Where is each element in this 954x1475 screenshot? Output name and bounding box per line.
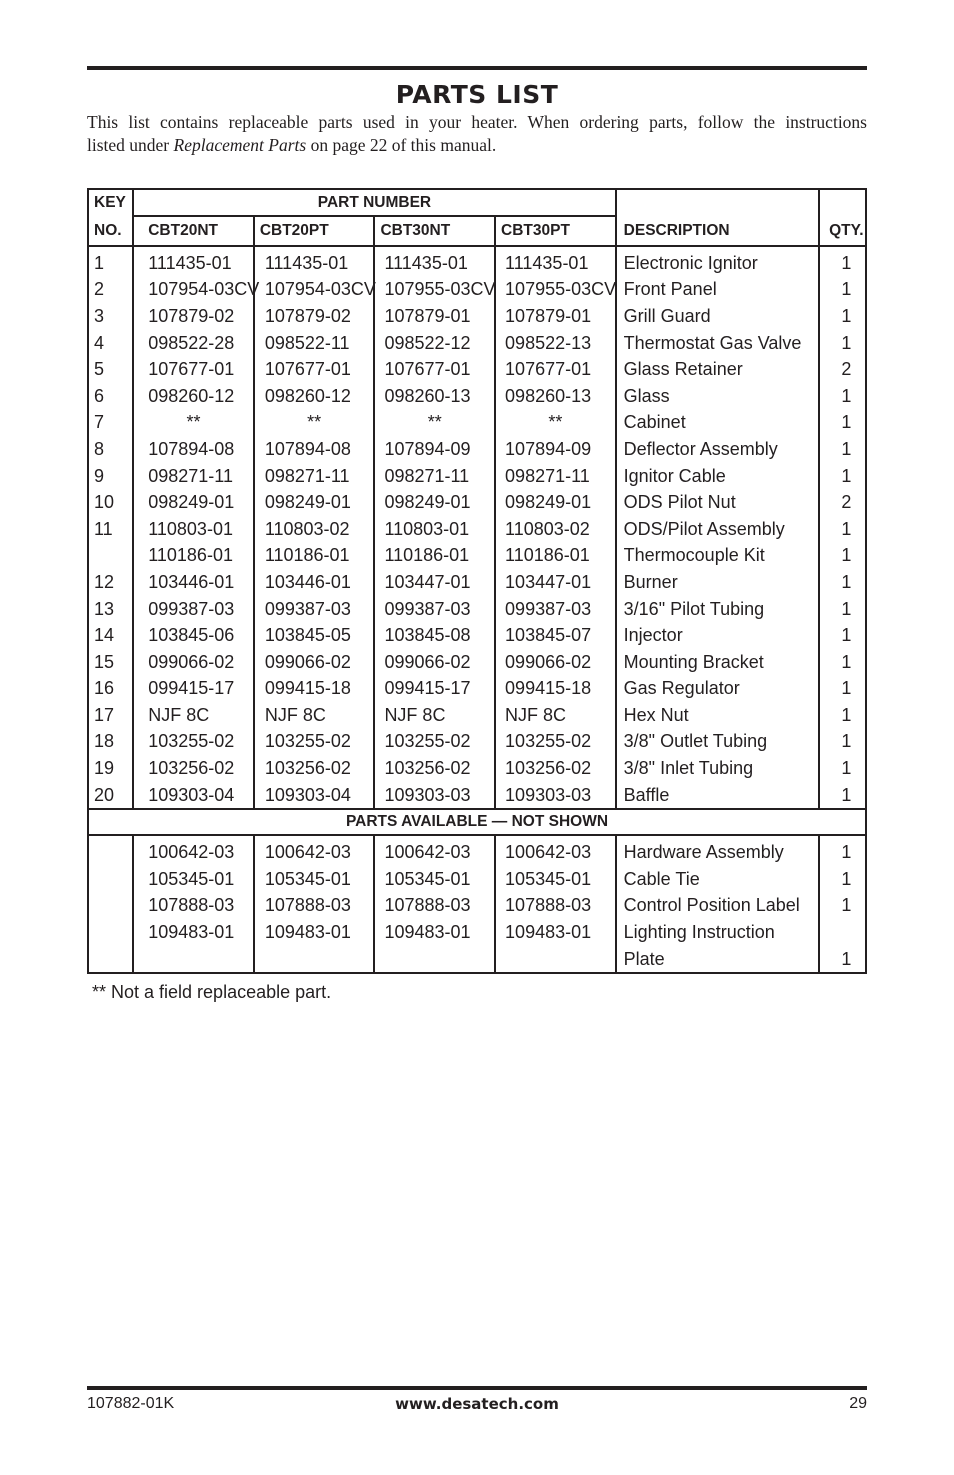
qty-cell: 1: [819, 946, 866, 974]
description-cell: Front Panel: [616, 277, 819, 304]
key-cell: 4: [88, 330, 133, 357]
part-number-cell: 109303-04: [133, 782, 254, 810]
part-number-cell: 103845-05: [254, 622, 375, 649]
description-cell: Hardware Assembly: [616, 835, 819, 866]
intro-text: listed under: [87, 135, 174, 155]
part-number-cell: 099387-03: [254, 596, 375, 623]
part-number-cell: 103256-02: [133, 755, 254, 782]
part-number-cell: 098260-13: [374, 383, 495, 410]
part-number-cell: 098522-13: [495, 330, 616, 357]
description-cell: ODS Pilot Nut: [616, 489, 819, 516]
replacement-parts-reference: Replacement Parts: [173, 135, 307, 155]
part-number-cell: 107894-08: [133, 436, 254, 463]
description-cell: Gas Regulator: [616, 676, 819, 703]
description-cell: 3/8" Outlet Tubing: [616, 729, 819, 756]
qty-cell: 1: [819, 277, 866, 304]
part-number-header: PART NUMBER: [133, 189, 615, 216]
part-number-cell: 098522-28: [133, 330, 254, 357]
key-cell: [88, 866, 133, 893]
qty-cell: 1: [819, 755, 866, 782]
part-number-cell: 099415-17: [374, 676, 495, 703]
part-number-cell: 098260-12: [254, 383, 375, 410]
intro-line-2: [87, 134, 867, 157]
part-number-cell: 107894-09: [374, 436, 495, 463]
part-number-cell: 103446-01: [133, 569, 254, 596]
part-number-cell: 107954-03CV: [254, 277, 375, 304]
part-number-cell: 099415-18: [254, 676, 375, 703]
table-row: [88, 702, 866, 729]
qty-cell: 1: [819, 866, 866, 893]
not-shown-header: PARTS AVAILABLE — NOT SHOWN: [88, 809, 866, 835]
key-cell: 19: [88, 755, 133, 782]
table-row: [88, 277, 866, 304]
part-number-cell: 110186-01: [374, 543, 495, 570]
table-row: [88, 303, 866, 330]
part-number-cell: [495, 946, 616, 974]
description-cell: Burner: [616, 569, 819, 596]
description-cell: Glass: [616, 383, 819, 410]
part-number-cell: NJF 8C: [133, 702, 254, 729]
qty-cell: 1: [819, 782, 866, 810]
part-number-cell: 100642-03: [495, 835, 616, 866]
document-number: 107882-01K: [87, 1395, 175, 1412]
qty-cell: 1: [819, 516, 866, 543]
part-number-cell: 109483-01: [254, 919, 375, 946]
part-number-cell: 100642-03: [133, 835, 254, 866]
part-number-cell: 107888-03: [254, 893, 375, 920]
model-header-cbt20nt: CBT20NT: [133, 216, 254, 246]
part-number-cell: 105345-01: [495, 866, 616, 893]
part-number-cell: 098271-11: [133, 463, 254, 490]
key-cell: 16: [88, 676, 133, 703]
key-cell: 20: [88, 782, 133, 810]
part-number-cell: 110186-01: [133, 543, 254, 570]
key-cell: 12: [88, 569, 133, 596]
part-number-cell: 098249-01: [374, 489, 495, 516]
intro-text: on page 22 of this manual.: [306, 135, 497, 155]
part-number-cell: 103845-06: [133, 622, 254, 649]
part-number-cell: 107677-01: [254, 356, 375, 383]
key-cell: [88, 893, 133, 920]
key-cell: 10: [88, 489, 133, 516]
part-number-cell: 107954-03CV: [133, 277, 254, 304]
table-row: [88, 543, 866, 570]
qty-cell: 1: [819, 383, 866, 410]
part-number-cell: 105345-01: [133, 866, 254, 893]
description-cell: Electronic Ignitor: [616, 246, 819, 277]
part-number-cell: 111435-01: [133, 246, 254, 277]
key-cell: 18: [88, 729, 133, 756]
part-number-cell: 109303-03: [374, 782, 495, 810]
qty-cell: 1: [819, 543, 866, 570]
part-number-cell: 099415-18: [495, 676, 616, 703]
part-number-cell: [254, 946, 375, 974]
qty-cell: 1: [819, 893, 866, 920]
part-number-cell: 107888-03: [495, 893, 616, 920]
part-number-cell: 100642-03: [254, 835, 375, 866]
table-row: [88, 649, 866, 676]
part-number-cell: 110803-02: [495, 516, 616, 543]
table-row: [88, 436, 866, 463]
part-number-cell: [133, 946, 254, 974]
part-number-cell: 098249-01: [133, 489, 254, 516]
key-no-header: NO.: [88, 216, 133, 246]
description-cell: Mounting Bracket: [616, 649, 819, 676]
key-cell: 5: [88, 356, 133, 383]
part-number-cell: 107677-01: [133, 356, 254, 383]
part-number-cell: 109483-01: [374, 919, 495, 946]
part-number-cell: 099387-03: [374, 596, 495, 623]
part-number-cell: 109483-01: [133, 919, 254, 946]
table-row: [88, 835, 866, 866]
qty-cell: 1: [819, 303, 866, 330]
qty-cell: 2: [819, 489, 866, 516]
part-number-cell: 099066-02: [495, 649, 616, 676]
part-number-cell: 098260-12: [133, 383, 254, 410]
table-row: [88, 755, 866, 782]
part-number-cell: 103447-01: [495, 569, 616, 596]
key-cell: 1: [88, 246, 133, 277]
qty-cell: 1: [819, 569, 866, 596]
key-cell: 9: [88, 463, 133, 490]
part-number-cell: 103255-02: [495, 729, 616, 756]
description-cell: Cable Tie: [616, 866, 819, 893]
part-number-cell: 103255-02: [133, 729, 254, 756]
part-number-cell: 103447-01: [374, 569, 495, 596]
part-number-cell: **: [254, 410, 375, 437]
table-row: [88, 246, 866, 277]
part-number-cell: **: [374, 410, 495, 437]
key-cell: 17: [88, 702, 133, 729]
key-cell: [88, 919, 133, 946]
part-number-cell: NJF 8C: [254, 702, 375, 729]
qty-cell: 1: [819, 649, 866, 676]
part-number-cell: 107888-03: [374, 893, 495, 920]
part-number-cell: 103255-02: [254, 729, 375, 756]
part-number-cell: 098522-12: [374, 330, 495, 357]
intro-line-1: This list contains replaceable parts used in your heater. When ordering parts, follow the instructions: [87, 112, 867, 132]
description-cell: Lighting Instruction: [616, 919, 819, 946]
key-header: KEY: [88, 189, 133, 216]
qty-cell: [819, 919, 866, 946]
description-cell: 3/8" Inlet Tubing: [616, 755, 819, 782]
part-number-cell: 111435-01: [254, 246, 375, 277]
key-cell: 14: [88, 622, 133, 649]
part-number-cell: 111435-01: [374, 246, 495, 277]
part-number-cell: [374, 946, 495, 974]
part-number-cell: 107879-01: [374, 303, 495, 330]
qty-header: QTY.: [819, 216, 866, 246]
part-number-cell: 107879-02: [254, 303, 375, 330]
qty-cell: 1: [819, 436, 866, 463]
description-cell: Thermocouple Kit: [616, 543, 819, 570]
table-row: [88, 782, 866, 810]
description-cell: Thermostat Gas Valve: [616, 330, 819, 357]
qty-cell: 2: [819, 356, 866, 383]
page-number: 29: [849, 1395, 867, 1412]
part-number-cell: 107955-03CV: [374, 277, 495, 304]
part-number-cell: 103256-02: [254, 755, 375, 782]
part-number-cell: 103256-02: [374, 755, 495, 782]
bottom-rule: [87, 1386, 867, 1390]
part-number-cell: 099066-02: [374, 649, 495, 676]
part-number-cell: 109483-01: [495, 919, 616, 946]
part-number-cell: 107888-03: [133, 893, 254, 920]
part-number-cell: 099387-03: [133, 596, 254, 623]
part-number-cell: 098260-13: [495, 383, 616, 410]
description-cell: Glass Retainer: [616, 356, 819, 383]
part-number-cell: 105345-01: [254, 866, 375, 893]
part-number-cell: 103845-07: [495, 622, 616, 649]
key-cell: [88, 835, 133, 866]
part-number-cell: 107894-09: [495, 436, 616, 463]
part-number-cell: 098249-01: [495, 489, 616, 516]
part-number-cell: 110186-01: [254, 543, 375, 570]
description-cell: Ignitor Cable: [616, 463, 819, 490]
part-number-cell: 099387-03: [495, 596, 616, 623]
qty-cell: 1: [819, 330, 866, 357]
key-cell: 8: [88, 436, 133, 463]
top-rule: [87, 66, 867, 70]
part-number-cell: 109303-03: [495, 782, 616, 810]
part-number-cell: 110186-01: [495, 543, 616, 570]
key-cell: 2: [88, 277, 133, 304]
footnote: ** Not a field replaceable part.: [92, 982, 332, 1002]
part-number-cell: 107677-01: [374, 356, 495, 383]
parts-table: [87, 188, 867, 974]
part-number-cell: 098271-11: [495, 463, 616, 490]
qty-cell: 1: [819, 246, 866, 277]
page-title: PARTS LIST: [395, 80, 559, 109]
part-number-cell: NJF 8C: [495, 702, 616, 729]
part-number-cell: 099066-02: [254, 649, 375, 676]
part-number-cell: 099066-02: [133, 649, 254, 676]
qty-cell: 1: [819, 702, 866, 729]
not-shown-header-row: [88, 809, 866, 835]
part-number-cell: 110803-02: [254, 516, 375, 543]
description-cell: Grill Guard: [616, 303, 819, 330]
key-cell: 3: [88, 303, 133, 330]
table-row: [88, 569, 866, 596]
part-number-cell: 103255-02: [374, 729, 495, 756]
model-header-cbt30pt: CBT30PT: [495, 216, 616, 246]
table-row: [88, 676, 866, 703]
part-number-cell: 098522-11: [254, 330, 375, 357]
part-number-cell: 100642-03: [374, 835, 495, 866]
description-cell: ODS/Pilot Assembly: [616, 516, 819, 543]
part-number-cell: 099415-17: [133, 676, 254, 703]
part-number-cell: **: [133, 410, 254, 437]
description-header-top: [616, 189, 819, 216]
part-number-cell: **: [495, 410, 616, 437]
key-cell: 11: [88, 516, 133, 543]
table-row: [88, 356, 866, 383]
part-number-cell: 107894-08: [254, 436, 375, 463]
qty-cell: 1: [819, 622, 866, 649]
qty-cell: 1: [819, 410, 866, 437]
qty-cell: 1: [819, 676, 866, 703]
model-header-cbt20pt: CBT20PT: [254, 216, 375, 246]
key-cell: 13: [88, 596, 133, 623]
qty-cell: 1: [819, 835, 866, 866]
description-cell: 3/16" Pilot Tubing: [616, 596, 819, 623]
part-number-cell: 105345-01: [374, 866, 495, 893]
part-number-cell: 107677-01: [495, 356, 616, 383]
key-cell: 15: [88, 649, 133, 676]
table-row: [88, 330, 866, 357]
intro-paragraph: [87, 111, 867, 157]
key-cell: [88, 543, 133, 570]
qty-cell: 1: [819, 596, 866, 623]
key-cell: [88, 946, 133, 974]
part-number-cell: 107879-02: [133, 303, 254, 330]
table-row: [88, 919, 866, 946]
description-cell: Injector: [616, 622, 819, 649]
part-number-cell: 111435-01: [495, 246, 616, 277]
qty-cell: 1: [819, 729, 866, 756]
key-cell: 7: [88, 410, 133, 437]
description-cell: Hex Nut: [616, 702, 819, 729]
qty-cell: 1: [819, 463, 866, 490]
website-link[interactable]: www.desatech.com: [395, 1395, 559, 1413]
part-number-cell: 103845-08: [374, 622, 495, 649]
table-row: [88, 596, 866, 623]
table-row: [88, 516, 866, 543]
description-cell: Deflector Assembly: [616, 436, 819, 463]
table-row: [88, 410, 866, 437]
part-number-cell: 109303-04: [254, 782, 375, 810]
table-row: [88, 489, 866, 516]
part-number-cell: 098249-01: [254, 489, 375, 516]
description-header: DESCRIPTION: [616, 216, 819, 246]
part-number-cell: 098271-11: [254, 463, 375, 490]
key-cell: 6: [88, 383, 133, 410]
description-cell: Baffle: [616, 782, 819, 810]
table-row: [88, 729, 866, 756]
part-number-cell: 107879-01: [495, 303, 616, 330]
part-number-cell: 103256-02: [495, 755, 616, 782]
part-number-cell: NJF 8C: [374, 702, 495, 729]
table-row: [88, 893, 866, 920]
model-header-cbt30nt: CBT30NT: [374, 216, 495, 246]
part-number-cell: 110803-01: [133, 516, 254, 543]
qty-header-top: [819, 189, 866, 216]
description-cell: Cabinet: [616, 410, 819, 437]
table-row: [88, 946, 866, 974]
part-number-cell: 110803-01: [374, 516, 495, 543]
table-row: [88, 383, 866, 410]
description-cell: Plate: [616, 946, 819, 974]
part-number-cell: 107955-03CV: [495, 277, 616, 304]
part-number-cell: 103446-01: [254, 569, 375, 596]
table-row: [88, 463, 866, 490]
table-row: [88, 622, 866, 649]
description-cell: Control Position Label: [616, 893, 819, 920]
part-number-cell: 098271-11: [374, 463, 495, 490]
table-row: [88, 866, 866, 893]
